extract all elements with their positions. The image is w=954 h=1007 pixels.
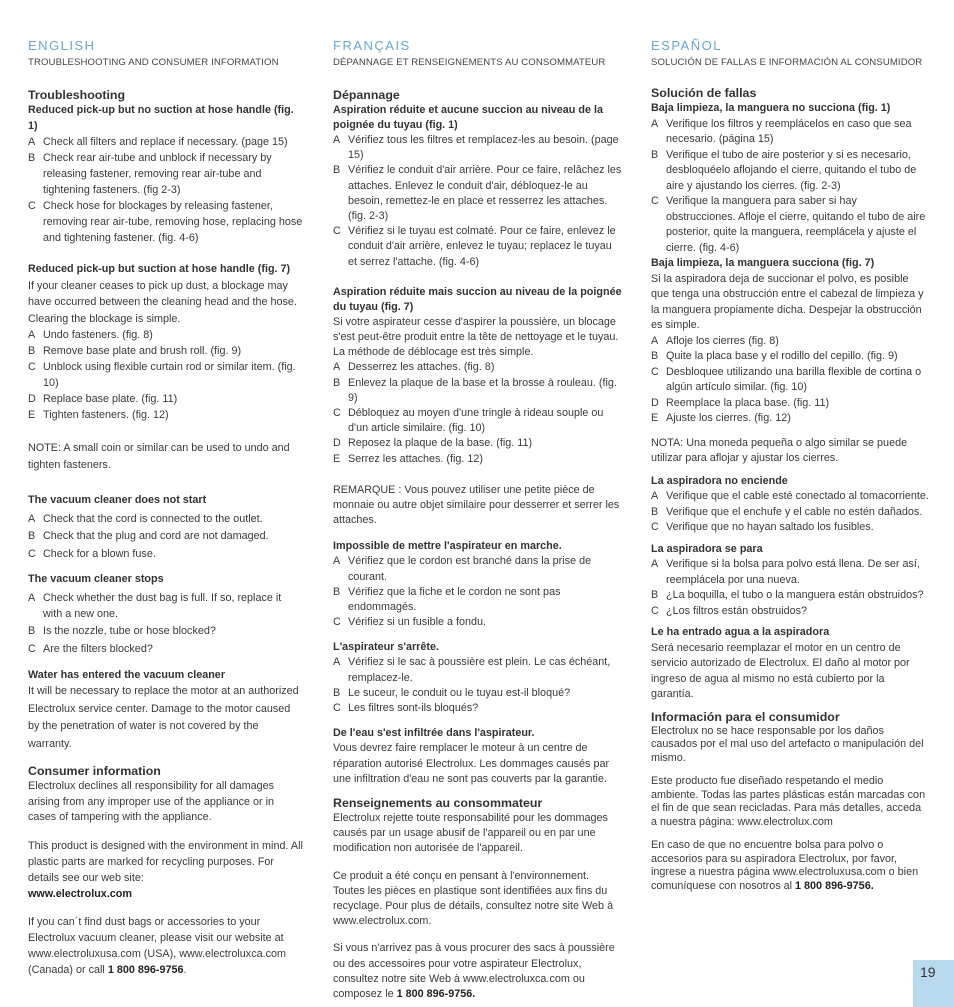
paragraph: Electrolux no se hace responsable por los daños causados por el mal uso del artefacto o manipulación del mismo.: [651, 724, 924, 764]
list-item: A Check that the cord is connected to the outlet.: [28, 512, 263, 525]
steps-list: [651, 334, 929, 427]
paragraph: Electrolux rejette toute responsabilité pour les dommages causés par un usage abusif de l'appareil ou en par une modification non autorisée de l'appareil.: [333, 811, 608, 855]
phone-number: 1 800 896-9756: [107, 963, 184, 976]
steps-list: [651, 489, 929, 536]
note: REMARQUE : Vous pouvez utiliser une petite pièce de monnaie ou autre objet similaire pour desserrer et serrer les attaches.: [333, 483, 620, 527]
list-item: C Check for a blown fuse.: [28, 547, 156, 560]
paragraph: If you can´t find dust bags or accessories to your Electrolux vacuum cleaner, please visit our website at www.electroluxusa.com (USA), www.electroluxca.com (Canada) or call 1 800 896-9756.: [28, 915, 287, 976]
note: NOTE: A small coin or similar can be used to undo and tighten fasteners.: [28, 442, 290, 471]
list-item: C Check hose for blockages by releasing fastener, removing rear air-tube, removing hose, replacing hose and tightening fastener. (fig. 4-6): [28, 200, 303, 244]
steps-list: [651, 557, 929, 619]
steps-list: [28, 134, 303, 246]
list-item: B Check that the plug and cord are not damaged.: [28, 530, 269, 542]
website-link[interactable]: www.electrolux.com: [28, 887, 132, 900]
consumer-information-heading: Información para el consumidor: [651, 709, 840, 724]
paragraph: It will be necessary to replace the motor at an authorized Electrolux service center. Damage to the motor caused by the penetration of water is not covered by the warranty.: [28, 685, 299, 750]
list-item: D Reposez la plaque de la base. (fig. 11): [333, 437, 533, 450]
list-item: A Vérifiez si le sac à poussière est plein. Le cas échéant, remplacez-le.: [333, 656, 611, 684]
list-item: A Afloje los cierres (fig. 8): [651, 334, 779, 347]
list-item: B Le suceur, le conduit ou le tuyau est-il bloqué?: [333, 686, 571, 699]
issue-heading: The vacuum cleaner does not start: [28, 494, 207, 506]
paragraph: This product is designed with the environment in mind. All plastic parts are marked for recycling purposes. For details see our web site: www.electrolux.com: [28, 839, 303, 900]
steps-list: [28, 327, 303, 423]
list-item: B Verifique el tubo de aire posterior y si es necesario, desbloquéelo aflojando el cierre, quitando el tubo de aire y ajustando los cierres. (fig. 2-3): [651, 148, 917, 192]
issue-heading: Aspiration réduite mais succion au niveau de la poignée du tuyau (fig. 7): [333, 285, 622, 313]
paragraph: En caso de que no encuentre bolsa para polvo o accesorios para su aspiradora Electrolux, por favor, ingrese a nuestra página www.electroluxusa.com o bien comuníquese con nosotros al 1 800 896-9756.: [651, 839, 919, 892]
steps-list: [333, 655, 623, 716]
steps-list: [651, 117, 929, 257]
section-subtitle: SOLUCIÓN DE FALLAS E INFORMACIÓN AL CONSUMIDOR: [651, 57, 923, 68]
issue-heading: Reduced pick-up but no suction at hose handle (fig. 1): [28, 104, 294, 132]
list-item: B Vérifiez le conduit d'air arrière. Pour ce faire, relâchez les attaches. Enlevez le conduit d'air, débloquez-le au besoin, remettez-le en place et resserrez les attaches. (fig. 2-3): [333, 164, 622, 223]
issue-heading: Reduced pick-up but suction at hose handle (fig. 7): [28, 263, 291, 275]
troubleshooting-heading: Solución de fallas: [651, 86, 757, 100]
list-item: B Check rear air-tube and unblock if necessary by releasing fastener, removing rear air-tube and tightening fasteners. (fig 2-3): [28, 152, 272, 196]
note: NOTA: Una moneda pequeña o algo similar se puede utilizar para aflojar y ajustar los cierres.: [651, 436, 908, 464]
section-subtitle: DÉPANNAGE ET RENSEIGNEMENTS AU CONSOMMATEUR: [333, 57, 606, 68]
troubleshooting-heading: Troubleshooting: [28, 88, 126, 102]
column-english: [28, 38, 303, 978]
section-subtitle: TROUBLESHOOTING AND CONSUMER INFORMATION: [28, 57, 279, 68]
steps-list: [28, 511, 303, 564]
list-item: A Check whether the dust bag is full. If so, replace it with a new one.: [28, 591, 282, 620]
paragraph: Electrolux declines all responsibility for all damages arising from any improper use of the appliance or in cases of tampering with the appliance.: [28, 780, 275, 823]
issue-heading: Water has entered the vacuum cleaner: [28, 668, 226, 681]
list-item: C Débloquez au moyen d'une tringle à rideau souple ou d'un article similaire. (fig. 10): [333, 407, 604, 435]
issue-heading: La aspiradora no enciende: [651, 474, 788, 487]
language-heading: FRANÇAIS: [333, 38, 411, 53]
issue-heading: De l'eau s'est infiltrée dans l'aspirateur.: [333, 727, 535, 740]
list-item: C Les filtres sont-ils bloqués?: [333, 702, 479, 715]
troubleshooting-heading: Dépannage: [333, 88, 400, 102]
issue-heading: Aspiration réduite et aucune succion au niveau de la poignée du tuyau (fig. 1): [333, 104, 603, 131]
paragraph: Si votre aspirateur cesse d'aspirer la poussière, un blocage s'est peut-être produit entre la tête de nettoyage et le tuyau. La méthode de déblocage est très simple.: [333, 315, 619, 359]
list-item: B Quite la placa base y el rodillo del cepillo. (fig. 9): [651, 350, 898, 362]
list-item: B Is the nozzle, tube or hose blocked?: [28, 624, 216, 637]
paragraph: Este producto fue diseñado respetando el medio ambiente. Todas las partes plásticas están marcadas con el fin de que sean recicladas. Para más detalles, acceda a nuestra página: www.electrolux.com: [651, 775, 926, 828]
issue-heading: Baja limpieza, la manguera no succiona (fig. 1): [651, 102, 891, 114]
list-item: B Remove base plate and brush roll. (fig. 9): [28, 345, 242, 357]
column-spanish: [651, 38, 929, 893]
phone-number: 1 800 896-9756.: [795, 879, 874, 892]
list-item: A Vérifiez tous les filtres et remplacez-les au besoin. (page 15): [333, 134, 619, 162]
consumer-information-heading: Consumer information: [28, 764, 161, 778]
list-item: C Verifique la manguera para saber si hay obstrucciones. Afloje el cierre, quitando el tubo de aire posterior, quite la manguera, reemplácela y ajuste el cierre. (fig. 4-6): [651, 195, 926, 254]
list-item: B ¿La boquilla, el tubo o la manguera están obstruidos?: [651, 589, 924, 601]
paragraph: If your cleaner ceases to pick up dust, a blockage may have occurred between the cleaning head and the hose. Clearing the blockage is simple.: [28, 279, 297, 325]
list-item: E Tighten fasteners. (fig. 12): [28, 409, 169, 421]
issue-heading: Baja limpieza, la manguera succiona (fig. 7): [651, 257, 875, 269]
steps-list: [333, 133, 623, 270]
steps-list: [333, 554, 623, 630]
column-french: [333, 38, 623, 1002]
list-item: C Unblock using flexible curtain rod or similar item. (fig. 10): [28, 361, 296, 389]
paragraph: Si vous n'arrivez pas à vous procurer des sacs à poussière ou des accessoires pour votre aspirateur Electrolux, consultez notre site Web à www.electroluxca.com ou composez le 1 800 896-9756.: [333, 942, 615, 1000]
list-item: A Undo fasteners. (fig. 8): [28, 329, 153, 341]
list-item: A Check all filters and replace if necessary. (page 15): [28, 136, 288, 148]
list-item: C Desbloquee utilizando una barilla flexible de cortina o algún artículo similar. (fig. 10): [651, 365, 922, 393]
list-item: B Verifique que el enchufe y el cable no estén dañados.: [651, 505, 923, 518]
steps-list: [28, 590, 303, 658]
list-item: A Vérifiez que le cordon est branché dans la prise de courant.: [333, 555, 592, 583]
language-heading: ESPAÑOL: [651, 38, 722, 53]
list-item: D Replace base plate. (fig. 11): [28, 393, 178, 405]
phone-number: 1 800 896-9756.: [396, 987, 476, 1000]
language-heading: ENGLISH: [28, 38, 96, 53]
list-item: B Enlevez la plaque de la base et la brosse à rouleau. (fig. 9): [333, 376, 617, 404]
list-item: C Verifique que no hayan saltado los fusibles.: [651, 521, 874, 533]
list-item: E Serrez les attaches. (fig. 12): [333, 452, 484, 465]
list-item: E Ajuste los cierres. (fig. 12): [651, 412, 791, 424]
paragraph: Si la aspiradora deja de succionar el polvo, es posible que tenga una obstrucción entre el cabezal de limpieza y la manguera propiamente dicha. Despejar la obstrucción es simple.: [651, 272, 924, 331]
list-item: A Verifique que el cable esté conectado al tomacorriente.: [651, 490, 929, 502]
list-item: A Verifique los filtros y reemplácelos en caso que sea necesario. (página 15): [651, 117, 912, 145]
paragraph: Será necesario reemplazar el motor en un centro de servicio autorizado de Electrolux. El daño al motor por ingreso de agua al mismo no está cubierto por la garantía.: [651, 641, 910, 700]
issue-heading: La aspiradora se para: [651, 542, 763, 555]
steps-list: [333, 360, 623, 466]
issue-heading: L'aspirateur s'arrête.: [333, 641, 439, 654]
list-item: B Vérifiez que la fiche et le cordon ne sont pas endommagés.: [333, 585, 561, 614]
issue-heading: Impossible de mettre l'aspirateur en marche.: [333, 540, 562, 553]
list-item: C ¿Los filtros están obstruidos?: [651, 604, 808, 617]
paragraph: Vous devrez faire remplacer le moteur à un centre de réparation autorisé Electrolux. Les dommages causés par une infiltration d'eau ne sont pas couverts par la garantie.: [333, 742, 610, 785]
list-item: C Vérifiez si un fusible a fondu.: [333, 616, 487, 629]
page-number: 19: [913, 960, 954, 1007]
list-item: C Vérifiez si le tuyau est colmaté. Pour ce faire, enlevez le conduit d'air arrière, enlevez le tuyau; replacez le tuyau et serrez l'attache. (fig. 4-6): [333, 225, 616, 268]
issue-heading: The vacuum cleaner stops: [28, 573, 164, 585]
list-item: D Reemplace la placa base. (fig. 11): [651, 396, 830, 409]
list-item: A Verifique si la bolsa para polvo está llena. De ser así, reemplácela por una nueva.: [651, 558, 920, 586]
consumer-information-heading: Renseignements au consommateur: [333, 795, 543, 810]
list-item: A Desserrez les attaches. (fig. 8): [333, 361, 495, 374]
issue-heading: Le ha entrado agua a la aspiradora: [651, 626, 830, 638]
paragraph: Ce produit a été conçu en pensant à l'environnement. Toutes les pièces en plastique sont identifiées aux fins du recyclage. Pour plus de détails, consultez notre site Web à www.electrolux.com.: [333, 869, 614, 928]
list-item: C Are the filters blocked?: [28, 642, 153, 655]
